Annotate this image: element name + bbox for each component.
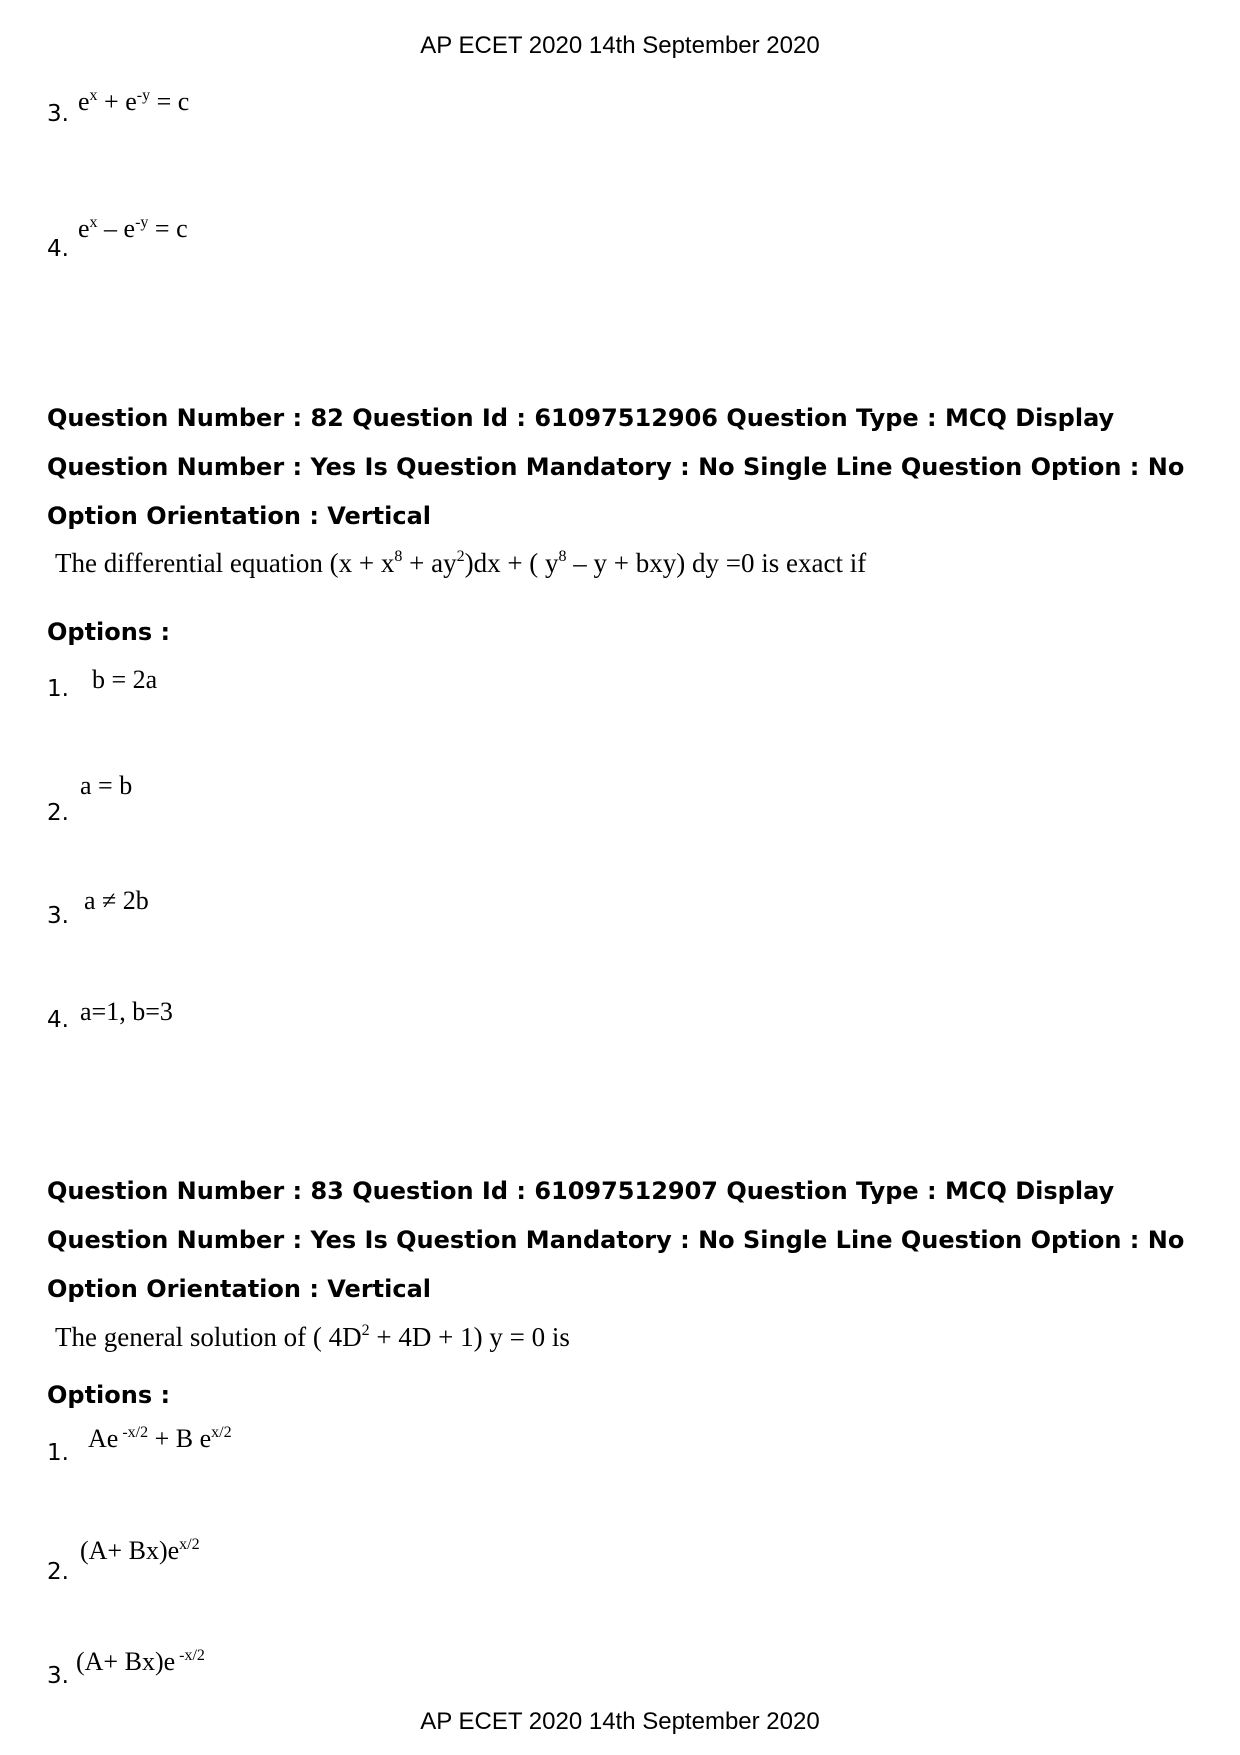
option-number: 2. [47, 800, 69, 826]
option-text: a = b [80, 771, 133, 800]
option-number: 2. [47, 1559, 69, 1585]
option-formula: $e^x - e^{-y} = c$ [78, 214, 188, 243]
option-number: 3. [47, 1663, 69, 1689]
option-formula: $e^x + e^{-y} = c$ [78, 87, 190, 116]
option-text: b = 2a [92, 665, 158, 694]
question-82-meta: Question Number : 82 Question Id : 61097512906 Question Type : MCQ Display Question Number : Yes Is Question Mandatory : No Single Line Question Option : No Option Orientation : Vertical [47, 404, 1185, 530]
page-footer: AP ECET 2020 14th September 2020 [420, 1708, 820, 1735]
options-label: Options : [47, 1381, 171, 1409]
option-number: 3. [47, 101, 69, 127]
option-formula: Ae $^{-x/2}$ + B $e^{x/2}$ [88, 1424, 232, 1453]
option-number: 1. [47, 1440, 69, 1466]
option-number: 4. [47, 1007, 69, 1033]
question-83-meta: Question Number : 83 Question Id : 61097512907 Question Type : MCQ Display Question Number : Yes Is Question Mandatory : No Single Line Question Option : No Option Orientation : Vertical [47, 1177, 1185, 1303]
page-header: AP ECET 2020 14th September 2020 [420, 32, 820, 59]
options-label: Options : [47, 618, 171, 646]
option-formula: $(A+ Bx)e^{x/2}$ [80, 1536, 200, 1565]
option-formula: (A+ Bx)e $^{-x/2}$ [76, 1647, 205, 1676]
option-number: 3. [47, 903, 69, 929]
question-82-stem: The differential equation $(x + x^8 + ay^2)dx$ + ( $y^8 - y + bxy$) dy =0 is exact if [55, 548, 867, 578]
option-text: a=1, b=3 [80, 997, 173, 1026]
question-83-stem: The general solution of ( $4D^2 + 4D + 1$) y = 0 is [55, 1322, 570, 1352]
option-number: 1. [47, 676, 69, 702]
option-number: 4. [47, 236, 69, 262]
option-text: a ≠ 2b [84, 886, 149, 915]
